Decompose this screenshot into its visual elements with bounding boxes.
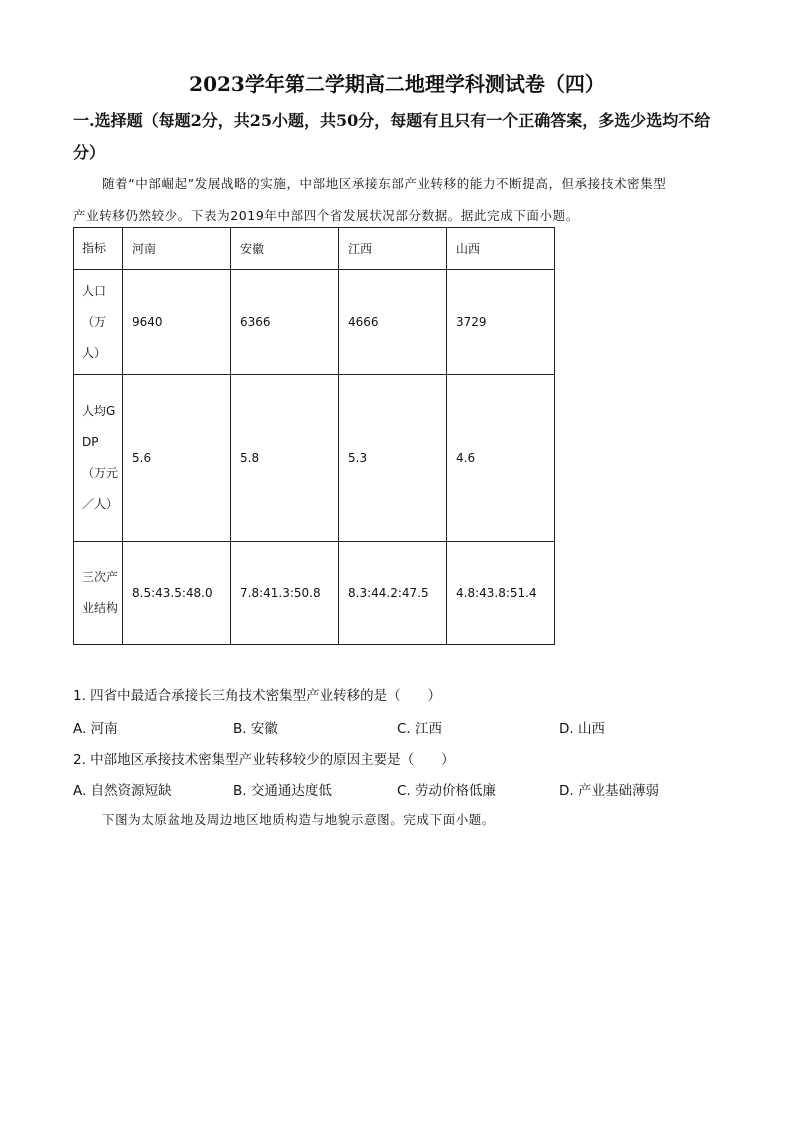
q2-option-c[interactable]: C. 劳动价格低廉 (397, 783, 497, 799)
q1-option-a[interactable]: A. 河南 (73, 721, 118, 737)
table-row (74, 542, 555, 645)
section-heading: 一.选择题（每题2分，共25小题，共50分，每题有且只有一个正确答案，多选少选均不给 (73, 111, 711, 130)
province-data-table (73, 227, 555, 645)
table-row (74, 375, 555, 542)
page-title: 2023学年第二学期高二地理学科测试卷（四） (189, 72, 605, 96)
table-header-cell: 河南 (123, 228, 231, 270)
section-heading-cont: 分） (73, 143, 106, 162)
intro-paragraph: 随着“中部崛起”发展战略的实施，中部地区承接东部产业转移的能力不断提高，但承接技术密集型 (102, 176, 667, 191)
table-cell: 4.8:43.8:51.4 (447, 542, 555, 645)
table-header-cell: 指标 (74, 228, 123, 270)
table-cell: 5.6 (123, 375, 231, 542)
question-2-stem: 2. 中部地区承接技术密集型产业转移较少的原因主要是（ ） (73, 752, 455, 768)
q2-option-a[interactable]: A. 自然资源短缺 (73, 783, 172, 799)
table-header-row (74, 228, 555, 270)
q1-option-b[interactable]: B. 安徽 (233, 721, 278, 737)
q2-option-b[interactable]: B. 交通通达度低 (233, 783, 332, 799)
table-header-cell: 安徽 (231, 228, 339, 270)
question-1-stem: 1. 四省中最适合承接长三角技术密集型产业转移的是（ ） (73, 688, 442, 704)
table-cell: 5.3 (339, 375, 447, 542)
table-header-cell: 山西 (447, 228, 555, 270)
table-cell: 8.3:44.2:47.5 (339, 542, 447, 645)
table-cell: 4.6 (447, 375, 555, 542)
table-cell: 5.8 (231, 375, 339, 542)
q1-option-d[interactable]: D. 山西 (559, 721, 605, 737)
table-cell: 4666 (339, 270, 447, 375)
q1-option-c[interactable]: C. 江西 (397, 721, 443, 737)
table-cell: 9640 (123, 270, 231, 375)
table-row (74, 270, 555, 375)
table-cell: 7.8:41.3:50.8 (231, 542, 339, 645)
table-cell: 3729 (447, 270, 555, 375)
table-cell: 6366 (231, 270, 339, 375)
row-label: 人均GDP（万元／人） (74, 375, 123, 542)
row-label: 人口（万人） (74, 270, 123, 375)
table-header-cell: 江西 (339, 228, 447, 270)
row-label: 三次产业结构 (74, 542, 123, 645)
intro-paragraph-cont: 产业转移仍然较少。下表为2019年中部四个省发展状况部分数据。据此完成下面小题。 (73, 208, 579, 223)
q2-option-d[interactable]: D. 产业基础薄弱 (559, 783, 659, 799)
table-cell: 8.5:43.5:48.0 (123, 542, 231, 645)
next-section-intro: 下图为太原盆地及周边地区地质构造与地貌示意图。完成下面小题。 (102, 812, 496, 827)
